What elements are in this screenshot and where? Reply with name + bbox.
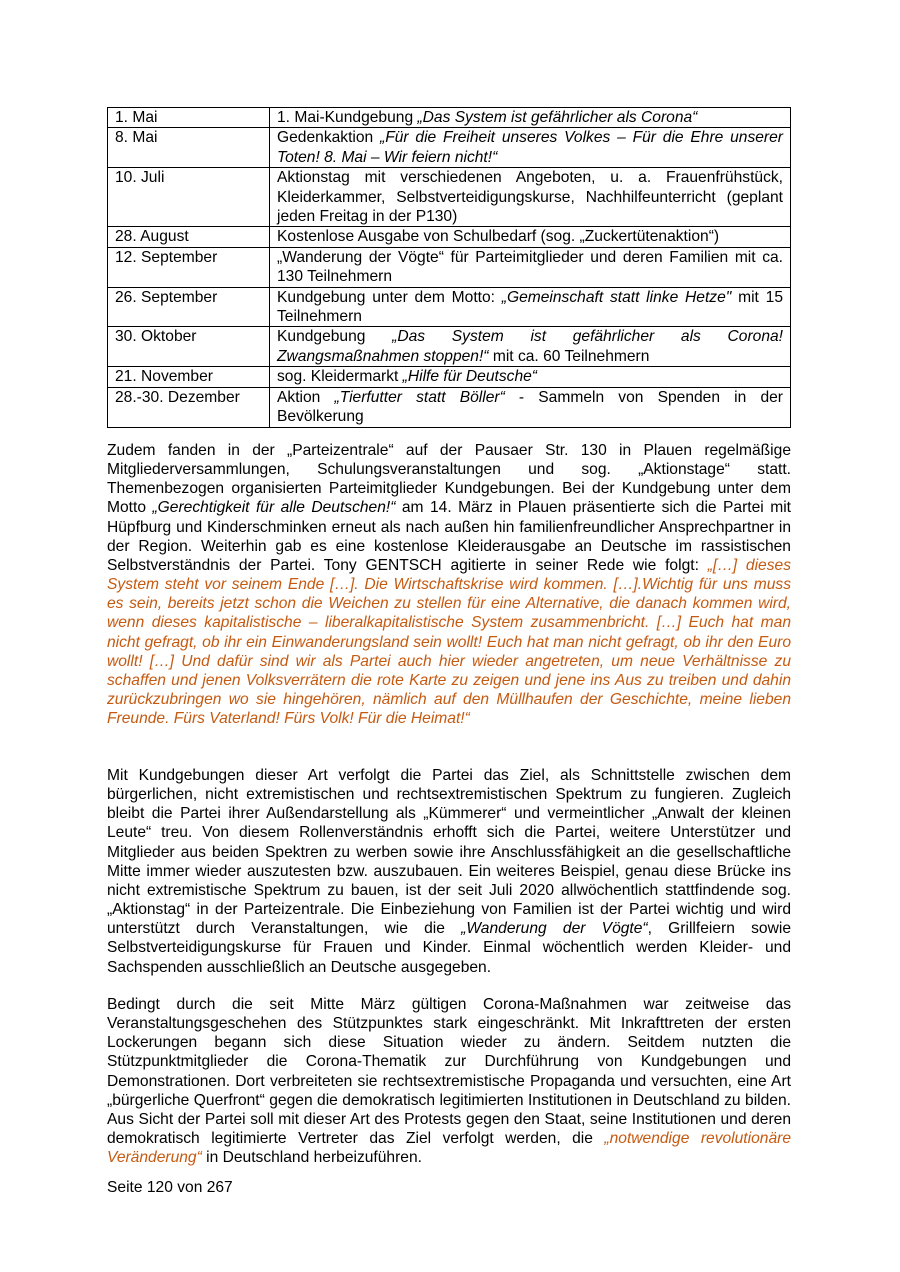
event-description: Gedenkaktion „Für die Freiheit unseres Volkes – Für die Ehre unserer Toten! 8. Mai – Wir feiern nicht!“ (270, 128, 791, 168)
event-date: 12. September (108, 247, 270, 287)
table-row (108, 287, 791, 327)
revolution-quote: „notwendige revolutionäre Veränderung“ (107, 1130, 791, 1167)
event-description: „Wanderung der Vögte“ für Parteimitglieder und deren Familien mit ca. 130 Teilnehmern (270, 247, 791, 287)
event-description: Kundgebung „Das System ist gefährlicher als Corona! Zwangsmaßnahmen stoppen!“ mit ca. 60 Teilnehmern (270, 327, 791, 367)
event-date: 8. Mai (108, 128, 270, 168)
table-row (108, 168, 791, 227)
table-row (108, 227, 791, 247)
event-description: Kundgebung unter dem Motto: „Gemeinschaft statt linke Hetze" mit 15 Teilnehmern (270, 287, 791, 327)
motto-quote: „Gerechtigkeit für alle Deutschen!“ (152, 499, 396, 517)
event-date: 28.-30. Dezember (108, 387, 270, 427)
table-row (108, 327, 791, 367)
event-date: 30. Oktober (108, 327, 270, 367)
event-date: 1. Mai (108, 108, 270, 128)
speech-quote: „[…] dieses System steht vor seinem Ende […]. Die Wirtschaftskrise wird kommen. […].Wichtig für uns muss es sein, bereits jetzt schon die Weichen zu stellen für eine Alternative, die danach kommen wird, wenn dieses kapitalistische – liberalkapitalistische System zusammenbricht. […] Euch hat man nicht gefragt, ob ihr ein Einwanderungsland sein wollt! Euch hat man nicht gefragt, ob ihr den Euro wollt! […] Und dafür sind wir als Partei auch hier wieder angetreten, um neue Verhältnisse zu schaffen und jenen Volksverrätern die rote Karte zu zeigen und jene ins Aus zu treiben und dahin zurückzubringen wo sie hingehören, nämlich auf den Müllhaufen der Geschichte, meine lieben Freunde. Fürs Vaterland! Fürs Volk! Für die Heimat!“ (107, 556, 791, 728)
events-table (107, 107, 791, 428)
paragraph-corona: Bedingt durch die seit Mitte März gültigen Corona-Maßnahmen war zeitweise das Veranstaltungsgeschehen des Stützpunktes stark eingeschränkt. Mit Inkrafttreten der ersten Lockerungen begann sich diese Situation wieder zu ändern. Seitdem nutzten die Stützpunktmitglieder die Corona-Thematik zur Durchführung von Kundgebungen und Demonstrationen. Dort verbreiteten sie rechtsextremistische Propaganda und versuchten, eine Art „bürgerliche Querfront“ gegen die demokratisch legitimierten Institutionen in Deutschland zu bilden. Aus Sicht der Partei soll mit dieser Art des Protests gegen den Staat, seine Institutionen und deren demokratisch legitimierte Vertreter das Ziel verfolgt werden, die „notwendige revolutionäre Veränderung“ in Deutschland herbeizuführen. (107, 996, 791, 1167)
event-description: Aktionstag mit verschiedenen Angeboten, u. a. Frauenfrühstück, Kleiderkammer, Selbstverteidigungskurse, Nachhilfeunterricht (geplant jeden Freitag in der P130) (270, 168, 791, 227)
paragraph-kundgebungen: Mit Kundgebungen dieser Art verfolgt die Partei das Ziel, als Schnittstelle zwischen dem bürgerlichen, nicht extremistischen und rechtsextremistischen Spektrum zu fungieren. Zugleich bleibt die Partei ihrer Außendarstellung als „Kümmerer“ und vermeintlicher „Anwalt der kleinen Leute“ treu. Von diesem Rollenverständnis erhofft sich die Partei, weitere Unterstützer und Mitglieder aus beiden Spektren zu werben sowie ihre Anschlussfähigkeit an die gesellschaftliche Mitte immer wieder auszutesten bzw. auszubauen. Ein weiteres Beispiel, genau diese Brücke ins nicht extremistische Spektrum zu bauen, ist der seit Juli 2020 allwöchentlich stattfindende sog. „Aktionstag“ in der Parteizentrale. Die Einbeziehung von Familien ist der Partei wichtig und wird unterstützt durch Veranstaltungen, wie die „Wanderung der Vögte“, Grillfeiern sowie Selbstverteidigungskurse für Frauen und Kinder. Einmal wöchentlich werden Kleider- und Sachspenden ausschließlich an Deutsche ausgegeben. (107, 767, 791, 976)
table-row (108, 128, 791, 168)
table-row (108, 247, 791, 287)
event-description: Aktion „Tierfutter statt Böller“ - Sammeln von Spenden in der Bevölkerung (270, 387, 791, 427)
table-row (108, 108, 791, 128)
event-description: sog. Kleidermarkt „Hilfe für Deutsche“ (270, 367, 791, 387)
event-date: 26. September (108, 287, 270, 327)
event-date: 10. Juli (108, 168, 270, 227)
event-description: Kostenlose Ausgabe von Schulbedarf (sog. „Zuckertütenaktion“) (270, 227, 791, 247)
paragraph-parteizentrale: Zudem fanden in der „Parteizentrale“ auf der Pausaer Str. 130 in Plauen regelmäßige Mitgliederversammlungen, Schulungsveranstaltungen und sog. „Aktionstage“ statt. Themenbezogen organisierten Parteimitglieder Kundgebungen. Bei der Kundgebung unter dem Motto „Gerechtigkeit für alle Deutschen!“ am 14. März in Plauen präsentierte sich die Partei mit Hüpfburg und Kinderschminken erneut als nach außen hin familienfreundlicher Ansprechpartner in der Region. Weiterhin gab es eine kostenlose Kleiderausgabe an Deutsche im rassistischen Selbstverständnis der Partei. Tony GENTSCH agitierte in seiner Rede wie folgt: „[…] dieses System steht vor seinem Ende […]. Die Wirtschaftskrise wird kommen. […].Wichtig für uns muss es sein, bereits jetzt schon die Weichen zu stellen für eine Alternative, die danach kommen wird, wenn dieses kapitalistische – liberalkapitalistische System zusammenbricht. […] Euch hat man nicht gefragt, ob ihr ein Einwanderungsland sein wollt! Euch hat man nicht gefragt, ob ihr den Euro wollt! […] Und dafür sind wir als Partei auch hier wieder angetreten, um neue Verhältnisse zu schaffen und jenen Volksverrätern die rote Karte zu zeigen und jene ins Aus zu treiben und dahin zurückzubringen wo sie hingehören, nämlich auf den Müllhaufen der Geschichte, meine lieben Freunde. Fürs Vaterland! Fürs Volk! Für die Heimat!“ (107, 442, 792, 728)
events-table-body (108, 108, 791, 428)
wanderung-quote: „Wanderung der Vögte“ (461, 920, 648, 938)
table-row (108, 387, 791, 427)
page-number: Seite 120 von 267 (107, 1179, 233, 1196)
table-row (108, 367, 791, 387)
event-date: 21. November (108, 367, 270, 387)
event-description: 1. Mai-Kundgebung „Das System ist gefährlicher als Corona“ (270, 108, 791, 128)
event-date: 28. August (108, 227, 270, 247)
